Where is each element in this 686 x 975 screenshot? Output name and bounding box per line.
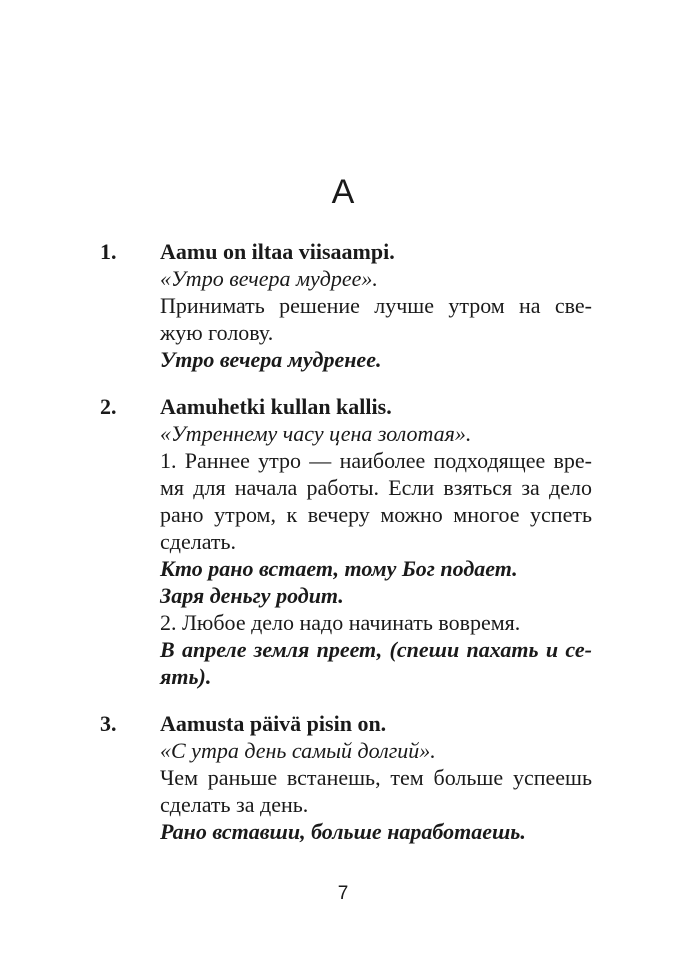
russian-equivalent: ять). [160, 664, 212, 689]
literal-translation: «Утреннему часу цена золотая». [160, 421, 472, 446]
explanation-line: сделать за день. [160, 792, 309, 817]
explanation-line: Принимать решение лучше утром на све- [160, 293, 592, 318]
entry-number: 1. [100, 239, 117, 264]
explanation-line: Чем раньше встанешь, тем больше успеешь [160, 765, 592, 790]
finnish-proverb: Aamuhetki kullan kallis. [160, 394, 392, 419]
entry-number: 3. [100, 711, 117, 736]
explanation-line: жую голову. [160, 320, 274, 345]
explanation-line: рано утром, к вечеру можно многое успеть [160, 502, 592, 527]
explanation-line: мя для начала работы. Если взяться за дело [160, 475, 592, 500]
russian-equivalent: Рано вставши, больше наработаешь. [160, 819, 526, 844]
finnish-proverb: Aamusta päivä pisin on. [160, 711, 387, 736]
russian-equivalent: В апреле земля преет, (спеши пахать и се- [160, 637, 592, 662]
russian-equivalent: Утро вечера мудренее. [160, 347, 382, 372]
section-letter: А [331, 173, 355, 211]
explanation-line: 2. Любое дело надо начинать вовремя. [160, 610, 521, 635]
explanation-line: 1. Раннее утро — наиболее подходящее вре- [160, 448, 592, 473]
entry-body [160, 238, 592, 373]
explanation-line: сделать. [160, 529, 237, 554]
literal-translation: «Утро вечера мудрее». [160, 266, 378, 291]
russian-equivalent: Кто рано встает, тому Бог подает. [160, 556, 518, 581]
literal-translation: «С утра день самый долгий». [160, 738, 436, 763]
entry-body [160, 393, 592, 690]
russian-equivalent: Заря деньгу родит. [160, 583, 344, 608]
finnish-proverb: Aamu on iltaa viisaampi. [160, 239, 395, 264]
entry-number: 2. [100, 394, 117, 419]
page-number: 7 [337, 883, 349, 904]
entry-body [160, 710, 592, 845]
